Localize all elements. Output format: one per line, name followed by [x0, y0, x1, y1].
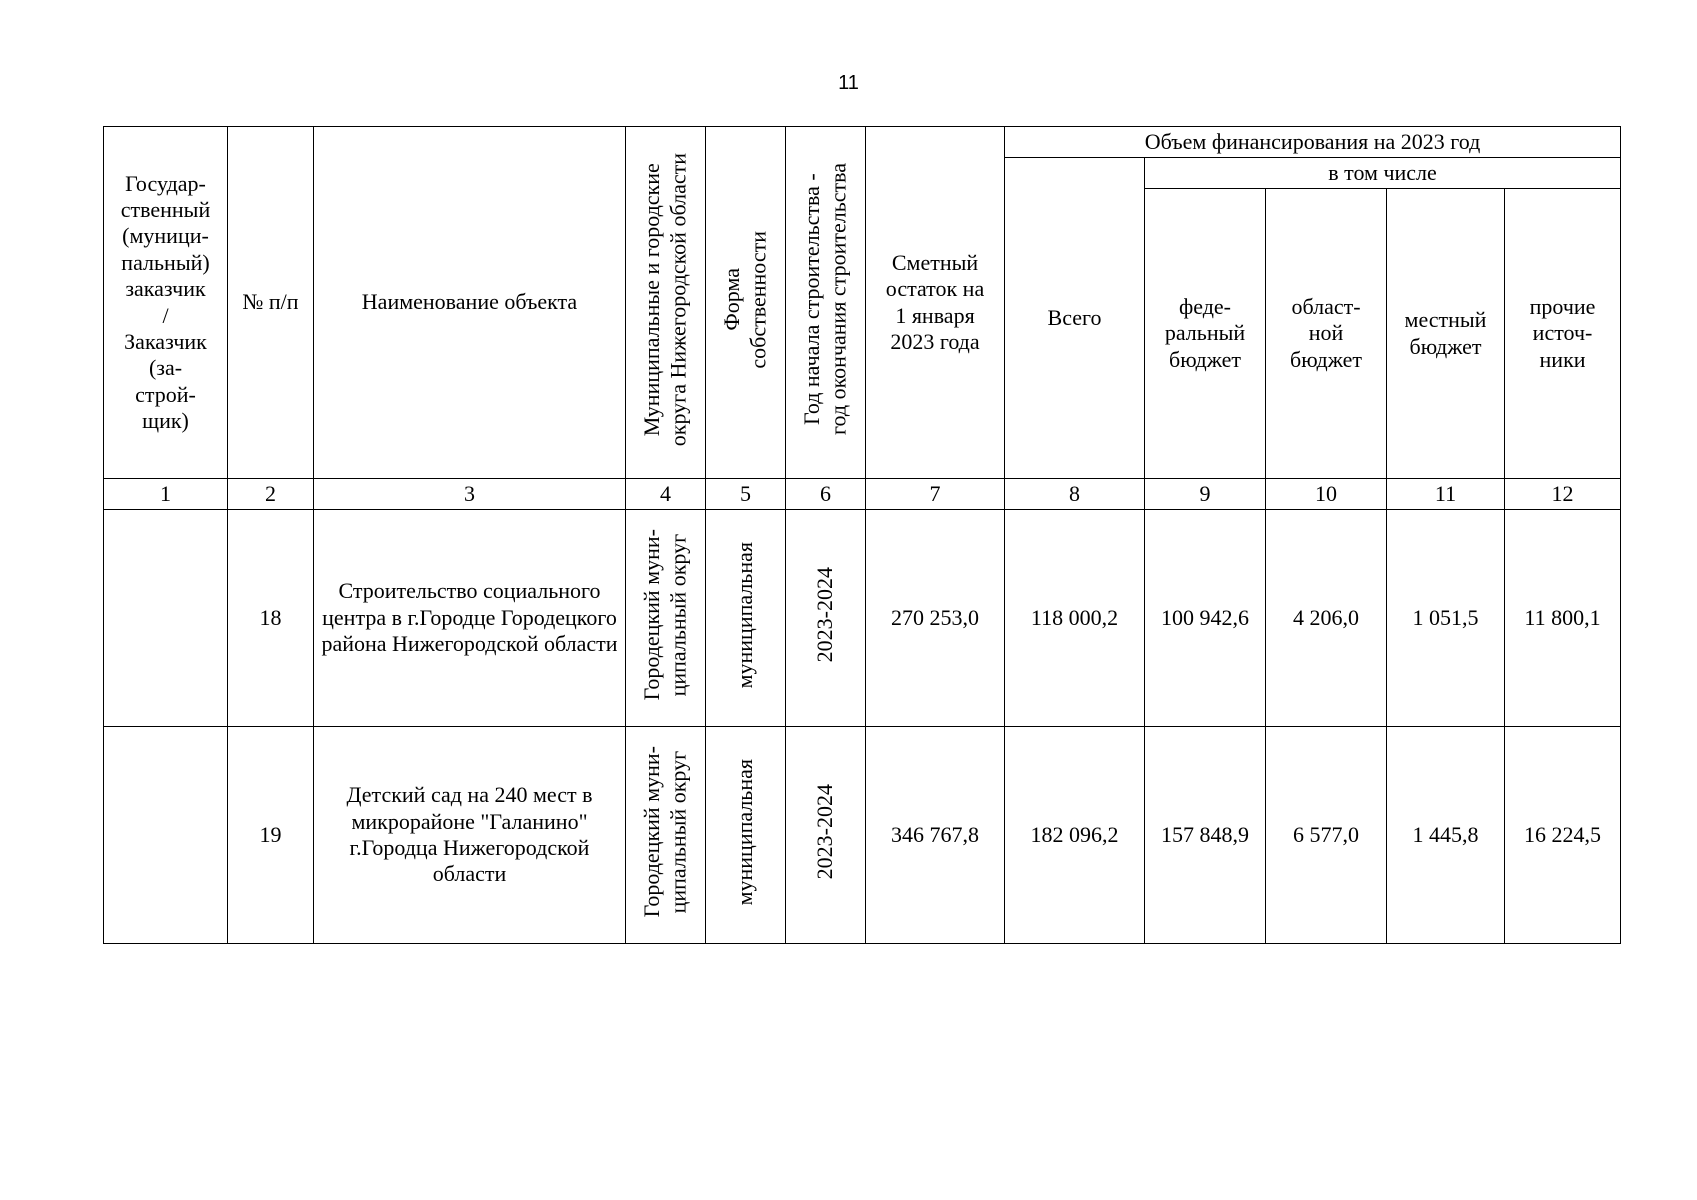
column-number: 11	[1387, 479, 1505, 510]
cell-ownership-text: муниципальная	[732, 758, 758, 906]
cell-ownership-text: муниципальная	[732, 541, 758, 689]
column-number: 4	[626, 479, 706, 510]
header-ownership	[706, 127, 786, 479]
cell-years	[786, 727, 866, 944]
cell-row-no: 19	[228, 727, 314, 944]
cell-ownership	[706, 727, 786, 944]
cell-federal: 157 848,9	[1145, 727, 1266, 944]
cell-federal: 100 942,6	[1145, 510, 1266, 727]
column-number-row	[104, 479, 1621, 510]
table-row	[104, 510, 1621, 727]
cell-regional: 4 206,0	[1266, 510, 1387, 727]
cell-estimate: 270 253,0	[866, 510, 1005, 727]
header-row-no: № п/п	[228, 127, 314, 479]
cell-local: 1 445,8	[1387, 727, 1505, 944]
column-number: 12	[1505, 479, 1621, 510]
column-number: 8	[1005, 479, 1145, 510]
column-number: 6	[786, 479, 866, 510]
header-federal: феде- ральный бюджет	[1145, 189, 1266, 479]
cell-regional: 6 577,0	[1266, 727, 1387, 944]
cell-years-text: 2023-2024	[812, 784, 838, 880]
header-ownership-text: Форма собственности	[719, 230, 771, 369]
cell-municipal-text: Городецкий муни- ципальный округ	[639, 529, 691, 701]
header-total: Всего	[1005, 158, 1145, 479]
column-number: 7	[866, 479, 1005, 510]
cell-municipal	[626, 727, 706, 944]
cell-row-no: 18	[228, 510, 314, 727]
header-municipal	[626, 127, 706, 479]
column-number: 2	[228, 479, 314, 510]
cell-local: 1 051,5	[1387, 510, 1505, 727]
cell-municipal-text: Городецкий муни- ципальный округ	[639, 746, 691, 918]
cell-ownership	[706, 510, 786, 727]
cell-other: 16 224,5	[1505, 727, 1621, 944]
cell-total: 182 096,2	[1005, 727, 1145, 944]
header-regional: област- ной бюджет	[1266, 189, 1387, 479]
financing-table	[103, 126, 1621, 944]
column-number: 1	[104, 479, 228, 510]
cell-customer	[104, 510, 228, 727]
cell-years	[786, 510, 866, 727]
column-number: 3	[314, 479, 626, 510]
header-municipal-text: Муниципальные и городские округа Нижегородской области	[639, 152, 691, 446]
header-other: прочие источ- ники	[1505, 189, 1621, 479]
header-financing: Объем финансирования на 2023 год	[1005, 127, 1621, 158]
header-local: местный бюджет	[1387, 189, 1505, 479]
cell-other: 11 800,1	[1505, 510, 1621, 727]
cell-total: 118 000,2	[1005, 510, 1145, 727]
header-row-1	[104, 127, 1621, 158]
header-including: в том числе	[1145, 158, 1621, 189]
cell-years-text: 2023-2024	[812, 567, 838, 663]
header-customer: Государ- ственный (муници- пальный) заказчик / Заказчик (за- строй- щик)	[104, 127, 228, 479]
cell-municipal	[626, 510, 706, 727]
column-number: 10	[1266, 479, 1387, 510]
cell-customer	[104, 727, 228, 944]
cell-object-name: Детский сад на 240 мест в микрорайоне "Галанино" г.Городца Нижегородской области	[314, 727, 626, 944]
header-object-name: Наименование объекта	[314, 127, 626, 479]
table-row	[104, 727, 1621, 944]
page-number: 11	[838, 72, 859, 94]
header-estimate: Сметный остаток на 1 января 2023 года	[866, 127, 1005, 479]
column-number: 5	[706, 479, 786, 510]
header-years	[786, 127, 866, 479]
header-years-text: Год начала строительства - год окончания строительства	[799, 163, 851, 436]
column-number: 9	[1145, 479, 1266, 510]
cell-estimate: 346 767,8	[866, 727, 1005, 944]
cell-object-name: Строительство социального центра в г.Городце Городецкого района Нижегородской области	[314, 510, 626, 727]
